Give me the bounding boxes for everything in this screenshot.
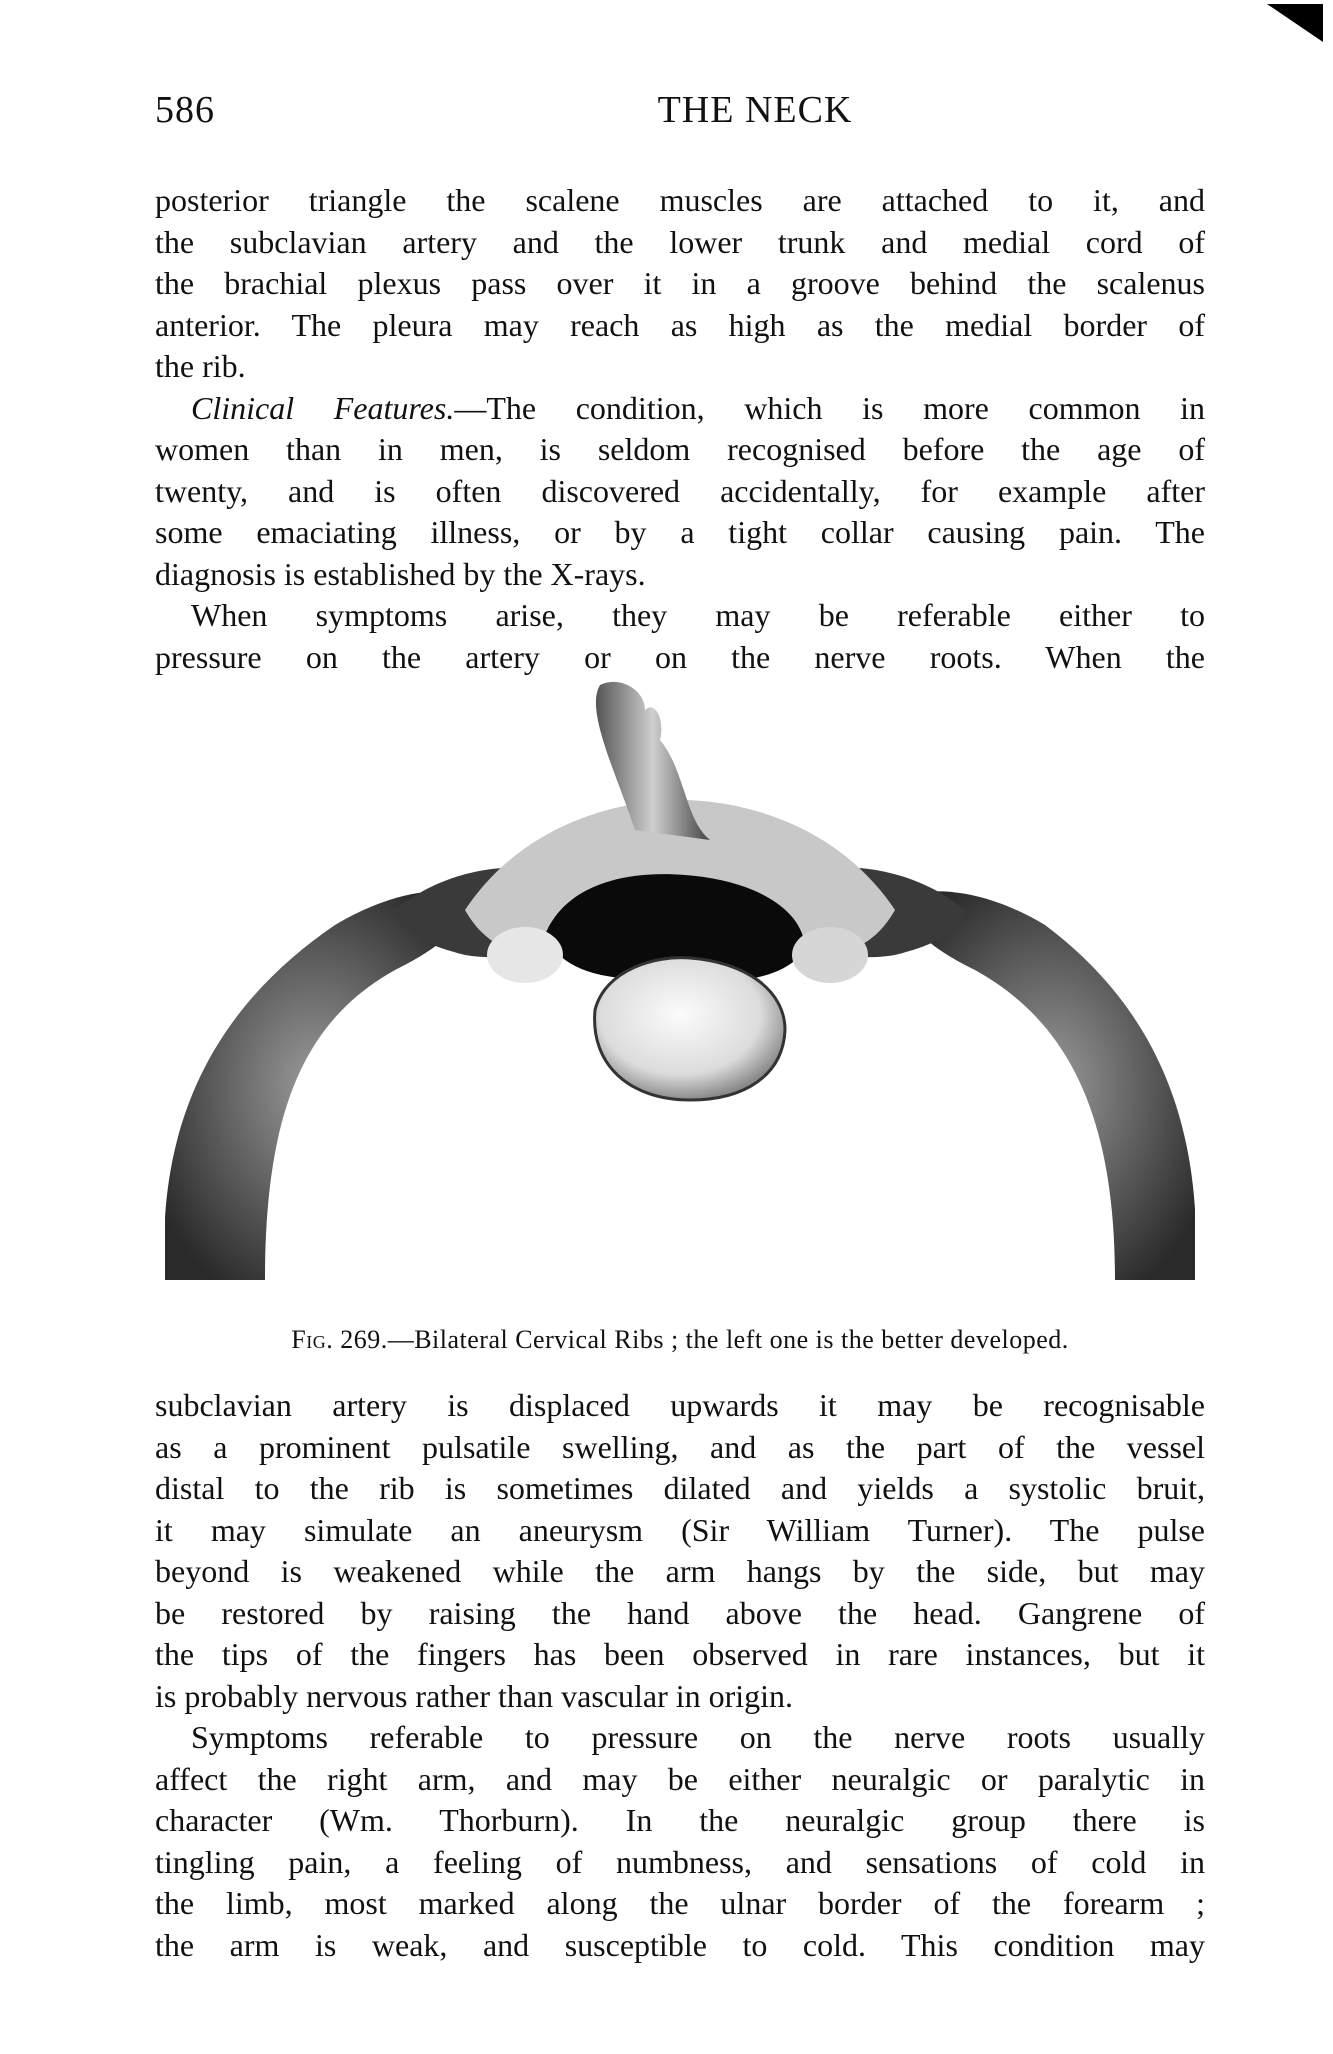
figure-label: Fig. 269. bbox=[291, 1325, 388, 1354]
right-articular-facet bbox=[792, 927, 868, 983]
text-line: tingling pain, a feeling of numbness, and sensations of cold in bbox=[155, 1843, 1205, 1880]
vertebra-illustration bbox=[165, 680, 1195, 1320]
text-line: be restored by raising the hand above the head. Gangrene of bbox=[155, 1594, 1205, 1631]
left-cervical-rib bbox=[165, 891, 465, 1280]
section-heading: Clinical Features. bbox=[191, 389, 455, 426]
text-line: the rib. bbox=[155, 348, 246, 384]
text-line: the limb, most marked along the ulnar border of the forearm ; bbox=[155, 1885, 1205, 1921]
figure-caption bbox=[155, 1325, 1205, 1355]
vertebral-body bbox=[595, 958, 785, 1100]
text-fragment: —The condition, which is more common in bbox=[454, 389, 1206, 426]
text-line: subclavian artery is displaced upwards it may be recognisable bbox=[155, 1387, 1205, 1423]
text-line: diagnosis is established by the X-rays. bbox=[155, 555, 646, 592]
text-line bbox=[155, 388, 1205, 430]
text-line: women than in men, is seldom recognised before the age of bbox=[155, 431, 1205, 467]
text-line: twenty, and is often discovered accidentally, for example after bbox=[155, 472, 1205, 509]
scan-corner-mark bbox=[1267, 4, 1323, 42]
text-line: beyond is weakened while the arm hangs by the side, but may bbox=[155, 1553, 1205, 1589]
top-text-block bbox=[155, 180, 1205, 678]
page-number: 586 bbox=[155, 89, 215, 131]
text-line: affect the right arm, and may be either neuralgic or paralytic in bbox=[155, 1760, 1205, 1797]
left-articular-facet bbox=[487, 927, 563, 983]
text-line: the tips of the fingers has been observed in rare instances, but it bbox=[155, 1636, 1205, 1672]
right-cervical-rib bbox=[905, 891, 1195, 1280]
bottom-text-block bbox=[155, 1385, 1205, 1966]
text-line: posterior triangle the scalene muscles are attached to it, and bbox=[155, 182, 1205, 218]
text-line: as a prominent pulsatile swelling, and as the part of the vessel bbox=[155, 1428, 1205, 1465]
text-line: When symptoms arise, they may be referable either to bbox=[191, 597, 1205, 633]
text-line: is probably nervous rather than vascular in origin. bbox=[155, 1677, 794, 1714]
text-line: character (Wm. Thorburn). In the neuralgic group there is bbox=[155, 1802, 1205, 1838]
text-line: Symptoms referable to pressure on the nerve roots usually bbox=[191, 1719, 1205, 1755]
text-line: some emaciating illness, or by a tight collar causing pain. The bbox=[155, 514, 1205, 550]
text-line: the subclavian artery and the lower trunk and medial cord of bbox=[155, 223, 1205, 260]
text-line: anterior. The pleura may reach as high as the medial border of bbox=[155, 306, 1205, 343]
running-head: THE NECK bbox=[657, 89, 853, 131]
page-header bbox=[155, 88, 1205, 138]
text-line: pressure on the artery or on the nerve roots. When the bbox=[155, 638, 1205, 675]
text-line: distal to the rib is sometimes dilated and yields a systolic bruit, bbox=[155, 1470, 1205, 1506]
text-line: the arm is weak, and susceptible to cold. This condition may bbox=[155, 1926, 1205, 1963]
figure-caption-text: —Bilateral Cervical Ribs ; the left one is the better developed. bbox=[387, 1325, 1069, 1354]
figure-cervical-ribs bbox=[165, 680, 1195, 1320]
text-line: the brachial plexus pass over it in a groove behind the scalenus bbox=[155, 265, 1205, 301]
text-line: it may simulate an aneurysm (Sir William Turner). The pulse bbox=[155, 1511, 1205, 1548]
